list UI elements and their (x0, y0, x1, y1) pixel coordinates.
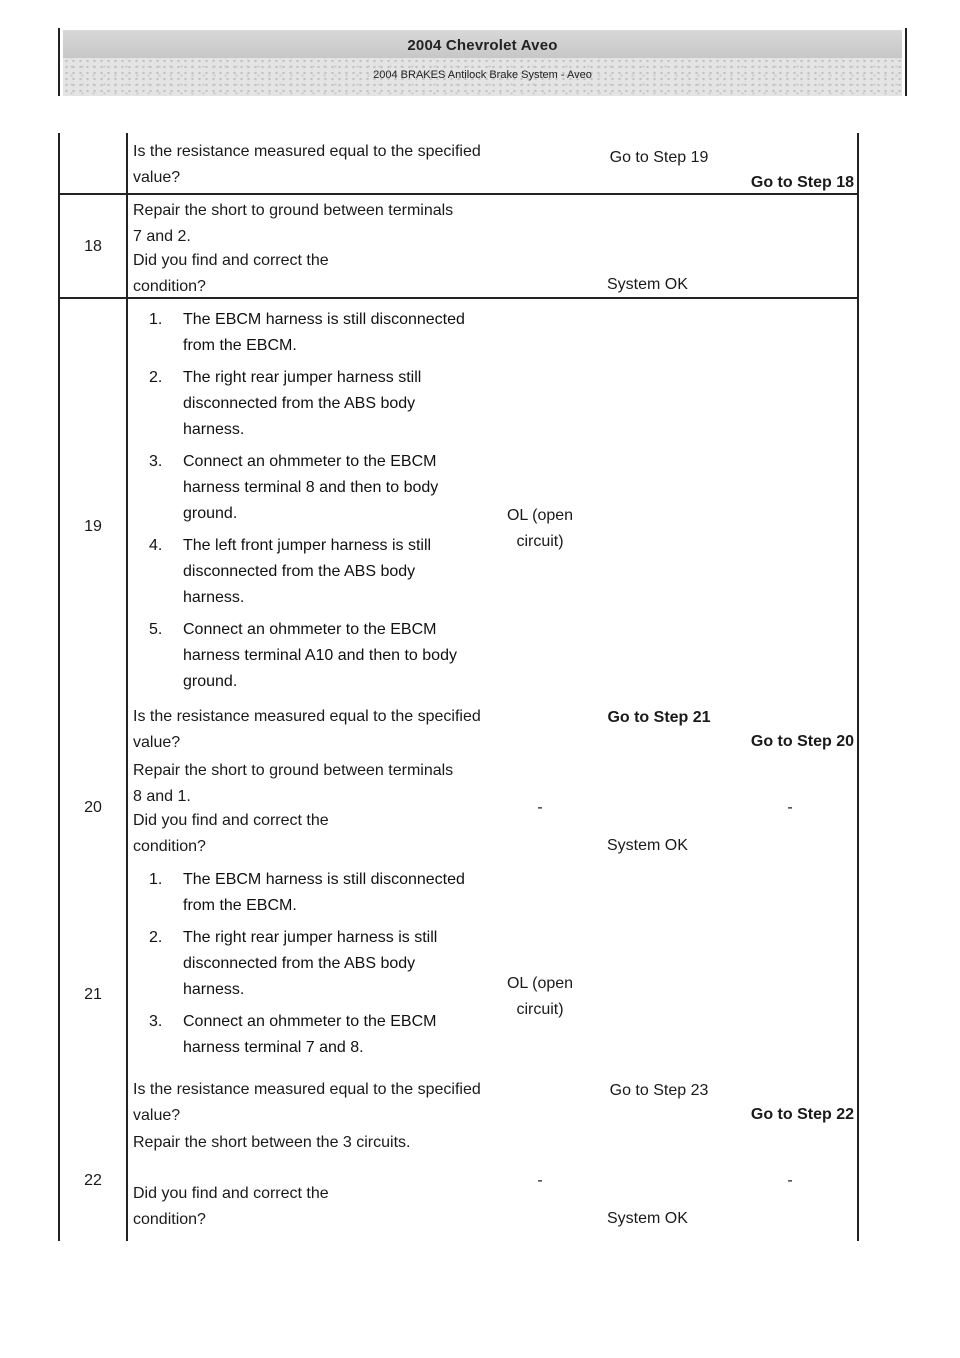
list-item (133, 307, 478, 359)
question-text: Did you find and correct the condition? (133, 812, 329, 855)
list-item-text: The EBCM harness is still disconnected from the EBCM. (183, 311, 465, 354)
list-item-number: 5. (149, 621, 163, 638)
yes-action: System OK (607, 1210, 688, 1227)
table-right-border (857, 133, 859, 1241)
no-action: - (787, 799, 793, 816)
specified-value: OL (open circuit) (506, 507, 574, 550)
step-number: 20 (84, 799, 102, 816)
no-action: Go to Step 22 (750, 1106, 854, 1123)
question-text: Is the resistance measured equal to the specified value? (133, 708, 481, 751)
list-item-text: The EBCM harness is still disconnected from the EBCM. (183, 871, 465, 914)
procedure-list (133, 867, 478, 1067)
no-action: - (787, 1172, 793, 1189)
list-item-text: Connect an ohmmeter to the EBCM harness terminal 8 and then to body ground. (183, 453, 439, 522)
yes-action: Go to Step 19 (609, 149, 709, 166)
specified-value: - (537, 799, 543, 816)
subtitle-right-border (905, 58, 907, 96)
step-number: 21 (84, 986, 102, 1003)
action-text: Repair the short to ground between terminals 7 and 2. (133, 202, 454, 245)
yes-action: Go to Step 23 (609, 1082, 709, 1099)
list-item (133, 449, 478, 527)
yes-action: Go to Step 21 (607, 709, 711, 726)
action-text: Repair the short between the 3 circuits. (133, 1134, 411, 1151)
list-item-number: 3. (149, 453, 163, 470)
list-item-number: 4. (149, 537, 163, 554)
specified-value: - (537, 1172, 543, 1189)
document-subtitle: 2004 BRAKES Antilock Brake System - Aveo (373, 69, 592, 81)
list-item-text: The left front jumper harness is still disconnected from the ABS body harness. (183, 537, 432, 606)
question-text: Is the resistance measured equal to the specified value? (133, 1081, 481, 1124)
list-item-number: 1. (149, 871, 163, 888)
no-action: Go to Step 18 (750, 174, 854, 191)
list-item (133, 533, 478, 611)
list-item-number: 2. (149, 929, 163, 946)
action-text: Repair the short to ground between terminals 8 and 1. (133, 762, 454, 805)
title-bar (63, 30, 902, 60)
yes-action: System OK (607, 837, 688, 854)
step-number: 19 (84, 518, 102, 535)
question-text: Is the resistance measured equal to the specified value? (133, 143, 481, 186)
list-item (133, 617, 478, 695)
table-left-border (58, 133, 60, 1241)
step-number: 18 (84, 238, 102, 255)
list-item-number: 2. (149, 369, 163, 386)
document-title: 2004 Chevrolet Aveo (407, 37, 558, 54)
list-item-number: 3. (149, 1013, 163, 1030)
list-item (133, 365, 478, 443)
question-text: Did you find and correct the condition? (133, 1185, 329, 1228)
list-item-text: The right rear jumper harness is still disconnected from the ABS body harness. (183, 929, 438, 998)
list-item-number: 1. (149, 311, 163, 328)
list-item-text: The right rear jumper harness still disconnected from the ABS body harness. (183, 369, 422, 438)
subtitle-left-border (58, 58, 60, 96)
list-item (133, 867, 478, 919)
list-item (133, 925, 478, 1003)
yes-action: System OK (607, 276, 688, 293)
list-item (133, 1009, 478, 1061)
list-item-text: Connect an ohmmeter to the EBCM harness terminal 7 and 8. (183, 1013, 437, 1056)
step-number: 22 (84, 1172, 102, 1189)
specified-value: OL (open circuit) (506, 975, 574, 1018)
subtitle-bar-wrap (58, 58, 907, 96)
procedure-list (133, 307, 478, 701)
question-text: Did you find and correct the condition? (133, 252, 329, 295)
table-step-divider (126, 133, 128, 1241)
no-action: Go to Step 20 (750, 733, 854, 750)
subtitle-bar (63, 58, 902, 96)
list-item-text: Connect an ohmmeter to the EBCM harness terminal A10 and then to body ground. (183, 621, 457, 690)
